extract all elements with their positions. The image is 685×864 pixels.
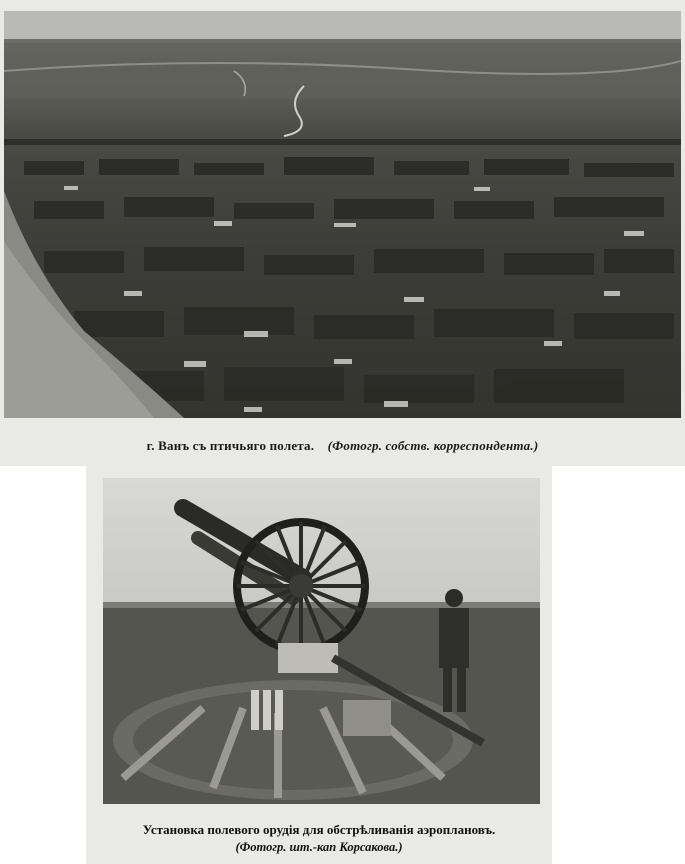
field-gun-illustration [103,478,540,804]
top-caption-credit: (Фотогр. собств. корреспондента.) [327,438,539,453]
bottom-caption-credit: (Фотогр. шт.-кап Корсакова.) [235,840,403,854]
city-aerial-illustration [4,11,681,418]
bottom-caption-main: Установка полевого орудія для обстрѣливанія аэроплановъ. [142,822,496,837]
city-aerial-photo [4,11,681,418]
field-gun-photo [103,478,540,804]
top-photo-caption [0,438,685,454]
top-caption-main: г. Ванъ съ птичьяго полета. [146,438,315,453]
